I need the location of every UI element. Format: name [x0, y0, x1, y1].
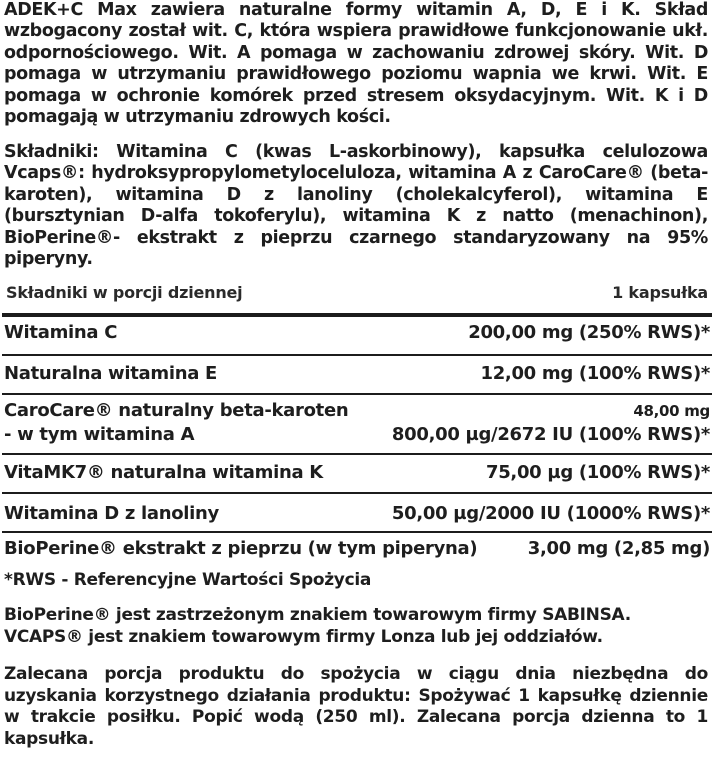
ingredient-amount [392, 399, 710, 447]
ingredient-name: Naturalna witamina E [4, 363, 218, 384]
table-row [2, 317, 712, 356]
ingredient-name-line2: - w tym witamina A [4, 424, 195, 445]
table-header [0, 283, 712, 313]
dosage-instructions: Zalecana porcja produktu do spożycia w ciągu dnia niezbędna do uzyskania korzystnego działania produktu: Spożywać 1 kapsułkę dziennie w trakcie posiłku. Popić wodą (250 ml). Zalecana porcja dzienna to 1 kapsułka. [4, 664, 708, 749]
trademark-bioperine: BioPerine® jest zastrzeżonym znakiem towarowym firmy SABINSA. [4, 605, 631, 625]
rws-footnote: *RWS - Referencyjne Wartości Spożycia [4, 570, 372, 590]
ingredient-name: VitaMK7® naturalna witamina K [4, 462, 323, 483]
ingredient-name [4, 399, 348, 447]
table-row [2, 356, 712, 395]
table-row [2, 395, 712, 455]
table-row [2, 455, 712, 494]
ingredient-amount-line1: 48,00 mg [633, 402, 710, 420]
trademark-notes [4, 605, 708, 648]
trademark-vcaps: VCAPS® jest znakiem towarowym firmy Lonza lub jej oddziałów. [4, 626, 603, 647]
nutrition-table [0, 283, 712, 568]
table-row [2, 494, 712, 533]
ingredient-amount: 50,00 µg/2000 IU (1000% RWS)* [391, 503, 710, 524]
ingredient-amount: 12,00 mg (100% RWS)* [480, 363, 710, 384]
ingredient-name-line1: CaroCare® naturalny beta-karoten [4, 400, 349, 421]
table-row [2, 533, 712, 568]
table-header-ingredients: Składniki w porcji dziennej [6, 283, 243, 302]
ingredient-name: BioPerine® ekstrakt z pieprzu (w tym piperyna) [4, 538, 478, 559]
ingredient-amount: 75,00 µg (100% RWS)* [485, 462, 710, 483]
ingredient-amount: 200,00 mg (250% RWS)* [468, 322, 710, 343]
ingredients-list: Składniki: Witamina C (kwas L-askorbinowy), kapsułka celulozowa Vcaps®: hydroksypropylometyloceluloza, witamina A z CaroCare® (beta-karoten), witamina D z lanoliny (cholekalcyferol), witamina E (bursztynian D-alfa tokoferylu), witamina K z natto (menachinon), BioPerine®- ekstrakt z pieprzu czarnego standaryzowany na 95% piperyny. [4, 142, 708, 270]
table-header-serving: 1 kapsułka [612, 283, 708, 302]
ingredient-amount-line2: 800,00 µg/2672 IU (100% RWS)* [391, 424, 710, 445]
ingredient-amount: 3,00 mg (2,85 mg) [527, 538, 710, 559]
product-description: ADEK+C Max zawiera naturalne formy witamin A, D, E i K. Skład wzbogacony został wit. C, która wspiera prawidłowe funkcjonowanie ukł. odpornościowego. Wit. A pomaga w zachowaniu zdrowej skóry. Wit. D pomaga w utrzymaniu prawidłowego poziomu wapnia we krwi. Wit. E pomaga w ochronie komórek przed stresem oksydacyjnym. Wit. K i D pomagają w utrzymaniu zdrowych kości. [4, 0, 708, 128]
ingredient-name: Witamina C [4, 322, 118, 343]
ingredient-name: Witamina D z lanoliny [4, 503, 219, 524]
